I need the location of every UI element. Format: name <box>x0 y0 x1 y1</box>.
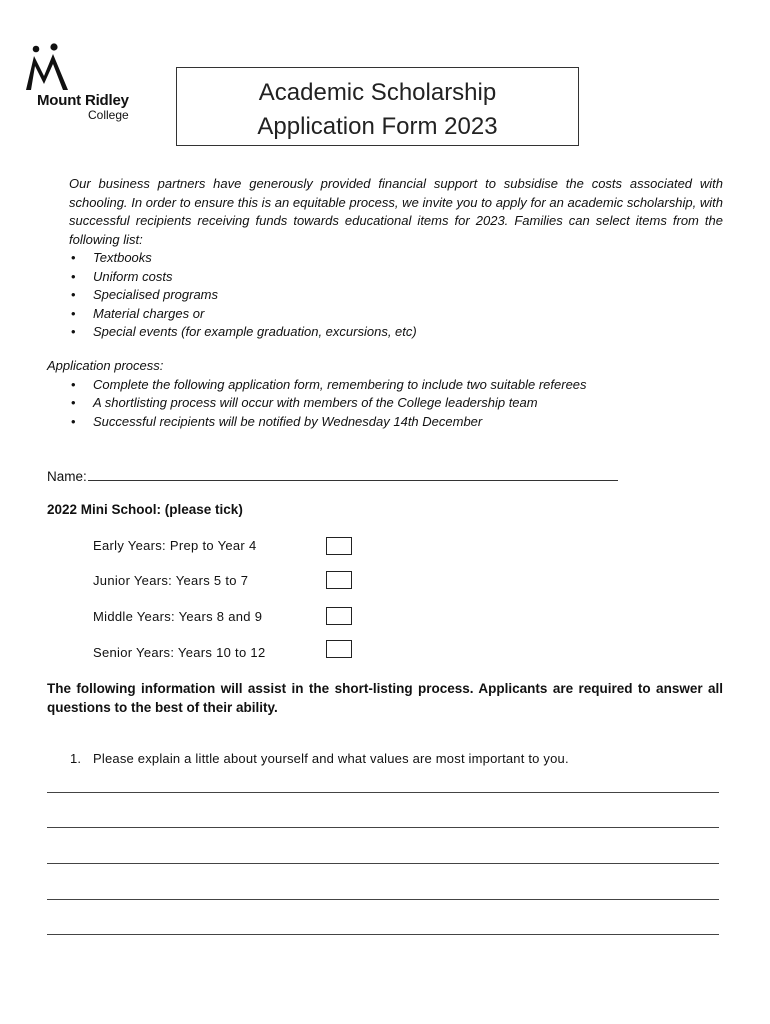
list-item: • Successful recipients will be notified by Wednesday 14th December <box>69 413 727 432</box>
list-item: • A shortlisting process will occur with members of the College leadership team <box>69 394 727 413</box>
intro-paragraph: Our business partners have generously provided financial support to subsidise the costs associated with schooling. In order to ensure this is an equitable process, we invite you to apply for an academic scholarship, with successful recipients receiving funds towards educational items for 2023. Families can select items from the following list: <box>69 176 723 247</box>
items-list <box>69 249 723 342</box>
form-title-box <box>176 67 579 146</box>
instructions-note: The following information will assist in the short-listing process. Applicants are required to answer all questions to the best of their ability. <box>47 681 723 715</box>
logo-figures-icon <box>24 42 74 92</box>
form-title-line-2: Application Form 2023 <box>257 113 498 140</box>
application-process-section <box>47 357 727 431</box>
list-item: • Special events (for example graduation, excursions, etc) <box>69 323 723 342</box>
list-item: • Specialised programs <box>69 286 723 305</box>
checkbox-middle-years[interactable] <box>326 607 352 625</box>
answer-line[interactable] <box>47 827 719 828</box>
answer-line[interactable] <box>47 792 719 793</box>
answer-line[interactable] <box>47 899 719 900</box>
checkbox-junior-years[interactable] <box>326 571 352 589</box>
list-item: • Material charges or <box>69 305 723 324</box>
mini-school-heading: 2022 Mini School: (please tick) <box>47 502 243 517</box>
logo-subtitle: College <box>88 108 129 122</box>
option-early-years: Early Years: Prep to Year 4 <box>93 538 257 553</box>
process-list <box>69 376 727 432</box>
list-item: • Complete the following application form, remembering to include two suitable referees <box>69 376 727 395</box>
name-row <box>47 466 618 484</box>
question-text: Please explain a little about yourself and what values are most important to you. <box>93 751 569 766</box>
checkbox-early-years[interactable] <box>326 537 352 555</box>
checkbox-senior-years[interactable] <box>326 640 352 658</box>
form-title-line-1: Academic Scholarship <box>258 79 497 106</box>
logo-name: Mount Ridley <box>37 92 129 109</box>
process-heading: Application process: <box>47 358 164 373</box>
list-item: • Textbooks <box>69 249 723 268</box>
question-1 <box>70 751 569 766</box>
intro-section <box>69 175 723 342</box>
name-label: Name: <box>47 469 87 484</box>
answer-line[interactable] <box>47 863 719 864</box>
name-field[interactable] <box>88 466 618 481</box>
college-logo <box>20 42 150 124</box>
option-senior-years: Senior Years: Years 10 to 12 <box>93 645 266 660</box>
answer-line[interactable] <box>47 934 719 935</box>
question-number: 1. <box>70 751 82 766</box>
list-item: • Uniform costs <box>69 268 723 287</box>
option-middle-years: Middle Years: Years 8 and 9 <box>93 609 263 624</box>
option-junior-years: Junior Years: Years 5 to 7 <box>93 573 249 588</box>
